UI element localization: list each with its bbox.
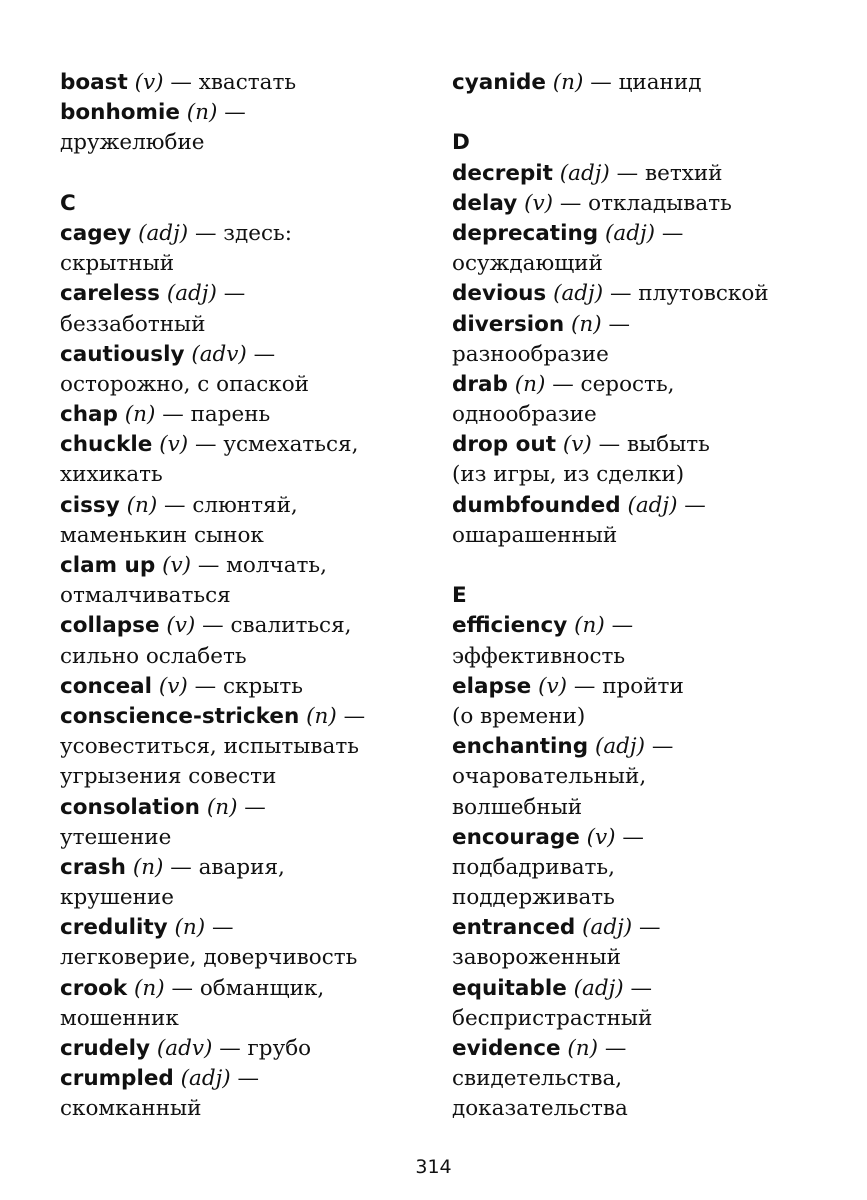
entry-first-line: encourage (v) — (452, 824, 644, 850)
entry-continuation-line (60, 943, 445, 973)
entry-continuation-line (452, 521, 852, 551)
entry-continuation-line (60, 128, 445, 158)
part-of-speech: (v) (158, 673, 188, 699)
entry-continuation-line (60, 521, 445, 551)
translation-text: усовеститься, испытывать (60, 734, 359, 760)
glossary-entry (452, 310, 852, 370)
translation-text: беспристрастный (452, 1005, 653, 1031)
glossary-entry (452, 611, 852, 671)
part-of-speech: (n) (206, 794, 238, 820)
entry-first-line: careless (adj) — (60, 281, 246, 307)
glossary-entry (60, 913, 445, 973)
translation-text: цианид (618, 70, 702, 95)
translation-text: выбыть (626, 432, 710, 458)
part-of-speech: (n) (306, 703, 337, 729)
entry-first-line: cautiously (adv) — (60, 341, 276, 367)
entry-term: delay (452, 190, 518, 216)
translation-text: откладывать (588, 190, 732, 216)
translation-text: свидетельства, (452, 1066, 623, 1092)
glossary-column-left (60, 68, 445, 1125)
translation-text: доказательства (452, 1096, 628, 1122)
glossary-entry (60, 400, 445, 430)
part-of-speech: (adj) (553, 281, 604, 307)
entry-continuation-line (452, 1064, 852, 1094)
entry-term: clam up (60, 553, 156, 578)
translation-text: хихикать (60, 462, 163, 488)
translation-text: очаровательный, (452, 764, 647, 790)
translation-text: слюнтяй, (192, 492, 298, 518)
entry-continuation-line (452, 853, 852, 883)
entry-first-line: consolation (n) — (60, 794, 266, 820)
glossary-entry (60, 98, 445, 158)
glossary-entry (452, 219, 852, 279)
part-of-speech: (v) (159, 432, 189, 458)
entry-first-line: conceal (v) — скрыть (60, 673, 303, 699)
entry-term: crash (60, 854, 126, 880)
translation-text: авария, (198, 854, 285, 880)
translation-text: подбадривать, (452, 854, 615, 880)
entry-first-line: drop out (v) — выбыть (452, 432, 710, 458)
part-of-speech: (n) (134, 975, 165, 1001)
entry-term: elapse (452, 673, 532, 699)
glossary-entry (452, 974, 852, 1034)
entry-continuation-line (452, 460, 852, 490)
entry-first-line: chuckle (v) — усмехаться, (60, 432, 359, 458)
translation-text: осуждающий (452, 251, 603, 277)
part-of-speech: (n) (514, 371, 546, 397)
entry-first-line: devious (adj) — плутовской (452, 281, 769, 307)
glossary-entry (60, 279, 445, 339)
entry-continuation-line (60, 642, 445, 672)
glossary-entry (452, 189, 852, 219)
entry-term: dumbfounded (452, 492, 621, 518)
entry-continuation-line (60, 762, 445, 792)
section-heading-line (452, 581, 852, 611)
part-of-speech: (v) (162, 553, 191, 578)
entry-continuation-line (452, 400, 852, 430)
entry-continuation-line (452, 340, 852, 370)
part-of-speech: (adj) (605, 220, 656, 246)
translation-text: волшебный (452, 794, 583, 820)
entry-term: drab (452, 371, 508, 397)
entry-term: collapse (60, 613, 160, 639)
glossary-entry (452, 672, 852, 732)
glossary-entry (60, 1034, 445, 1064)
blank-line (452, 551, 852, 581)
entry-term: crook (60, 975, 128, 1001)
entry-continuation-line (60, 1094, 445, 1124)
glossary-entry (452, 159, 852, 189)
translation-text: ветхий (645, 160, 723, 186)
part-of-speech: (n) (174, 915, 206, 941)
section-heading-line (452, 128, 852, 158)
entry-continuation-line (452, 1094, 852, 1124)
entry-first-line: credulity (n) — (60, 915, 234, 941)
translation-text: сильно ослабеть (60, 643, 247, 669)
entry-first-line: cagey (adj) — здесь: (60, 220, 292, 246)
part-of-speech: (adj) (138, 220, 189, 246)
part-of-speech: (v) (538, 673, 568, 699)
entry-continuation-line (60, 370, 445, 400)
entry-first-line: deprecating (adj) — (452, 220, 684, 246)
part-of-speech: (adv) (191, 341, 247, 367)
translation-text: плутовской (638, 281, 769, 307)
part-of-speech: (n) (186, 100, 218, 126)
glossary-entry (60, 491, 445, 551)
part-of-speech: (adj) (594, 734, 645, 760)
part-of-speech: (v) (166, 613, 196, 639)
part-of-speech: (n) (132, 854, 164, 880)
entry-continuation-line (60, 1004, 445, 1034)
entry-continuation-line (452, 1004, 852, 1034)
entry-continuation-line (452, 762, 852, 792)
entry-term: consolation (60, 794, 200, 820)
entry-first-line: equitable (adj) — (452, 975, 652, 1001)
entry-first-line: conscience-stricken (n) — (60, 703, 366, 729)
translation-text: хвастать (198, 70, 297, 95)
entry-continuation-line (452, 702, 852, 732)
translation-text: осторожно, с опаской (60, 371, 309, 397)
entry-term: careless (60, 281, 160, 307)
entry-term: crumpled (60, 1066, 174, 1092)
entry-first-line: chap (n) — парень (60, 402, 271, 428)
entry-first-line: bonhomie (n) — (60, 100, 246, 126)
entry-first-line: dumbfounded (adj) — (452, 492, 706, 518)
entry-term: enchanting (452, 734, 589, 760)
entry-continuation-line (452, 943, 852, 973)
entry-first-line: evidence (n) — (452, 1036, 627, 1061)
glossary-entry (60, 793, 445, 853)
part-of-speech: (n) (126, 492, 158, 518)
entry-term: crudely (60, 1036, 151, 1061)
part-of-speech: (n) (552, 70, 584, 95)
glossary-entry (452, 823, 852, 914)
translation-text: молчать, (226, 553, 327, 578)
entry-continuation-line (60, 883, 445, 913)
entry-first-line: decrepit (adj) — ветхий (452, 160, 723, 186)
entry-term: entranced (452, 915, 576, 941)
translation-text: эффективность (452, 643, 626, 669)
translation-text: беззаботный (60, 311, 206, 337)
entry-first-line: efficiency (n) — (452, 613, 634, 639)
entry-term: diversion (452, 311, 565, 337)
entry-continuation-line (60, 732, 445, 762)
part-of-speech: (adj) (573, 975, 624, 1001)
part-of-speech: (v) (562, 432, 592, 458)
glossary-column-right (452, 68, 852, 1125)
entry-first-line: crudely (adv) — грубо (60, 1036, 312, 1061)
part-of-speech: (adv) (156, 1036, 213, 1061)
part-of-speech: (n) (567, 1036, 599, 1061)
translation-text: мошенник (60, 1005, 179, 1031)
glossary-entry (452, 68, 852, 98)
glossary-entry (60, 430, 445, 490)
part-of-speech: (adj) (627, 492, 678, 518)
entry-first-line: crash (n) — авария, (60, 854, 285, 880)
translation-text: грубо (247, 1036, 312, 1061)
glossary-entry (452, 430, 852, 490)
entry-first-line: diversion (n) — (452, 311, 631, 337)
glossary-entry (60, 340, 445, 400)
entry-continuation-line (60, 460, 445, 490)
part-of-speech: (v) (134, 70, 164, 95)
entry-first-line: delay (v) — откладывать (452, 190, 732, 216)
part-of-speech: (v) (524, 190, 553, 216)
entry-term: decrepit (452, 160, 553, 186)
part-of-speech: (n) (574, 613, 605, 639)
entry-continuation-line (452, 793, 852, 823)
entry-term: cautiously (60, 341, 185, 367)
translation-text: скрыть (222, 673, 303, 699)
entry-term: drop out (452, 432, 556, 458)
glossary-entry (452, 1034, 852, 1125)
entry-continuation-line (452, 883, 852, 913)
glossary-entry (452, 913, 852, 973)
blank-line (60, 159, 445, 189)
entry-first-line: collapse (v) — свалиться, (60, 613, 352, 639)
entry-term: chuckle (60, 432, 153, 458)
entry-first-line: drab (n) — серость, (452, 371, 675, 397)
translation-text: обманщик, (199, 975, 325, 1001)
part-of-speech: (adj) (582, 915, 633, 941)
entry-term: cyanide (452, 70, 546, 95)
translation-text: свалиться, (230, 613, 352, 639)
entry-continuation-line (452, 642, 852, 672)
entry-first-line: elapse (v) — пройти (452, 673, 684, 699)
translation-text: (из игры, из сделки) (452, 462, 685, 488)
translation-text: скрытный (60, 251, 175, 277)
entry-term: chap (60, 402, 118, 428)
translation-text: серость, (580, 371, 675, 397)
part-of-speech: (n) (124, 402, 156, 428)
part-of-speech: (adj) (559, 160, 610, 186)
entry-continuation-line (60, 581, 445, 611)
translation-text: скомканный (60, 1096, 202, 1122)
entry-first-line: enchanting (adj) — (452, 734, 674, 760)
entry-term: bonhomie (60, 100, 180, 126)
glossary-entry (60, 672, 445, 702)
glossary-entry (60, 974, 445, 1034)
translation-text: усмехаться, (223, 432, 359, 458)
translation-text: разнообразие (452, 341, 609, 367)
section-letter: C (60, 190, 76, 216)
entry-term: evidence (452, 1036, 561, 1061)
entry-term: boast (60, 70, 128, 95)
glossary-entry (60, 853, 445, 913)
translation-text: угрызения совести (60, 764, 277, 790)
entry-continuation-line (60, 310, 445, 340)
glossary-entry (60, 68, 445, 98)
part-of-speech: (adj) (166, 281, 217, 307)
entry-first-line: crumpled (adj) — (60, 1066, 260, 1092)
translation-text: однообразие (452, 402, 597, 428)
entry-term: equitable (452, 975, 567, 1001)
glossary-entry (60, 219, 445, 279)
translation-text: здесь: (223, 220, 292, 246)
part-of-speech: (v) (586, 824, 616, 850)
entry-term: credulity (60, 915, 168, 941)
entry-continuation-line (60, 249, 445, 279)
glossary-entry (60, 551, 445, 611)
blank-line (452, 98, 852, 128)
translation-text: утешение (60, 824, 172, 850)
translation-text: парень (190, 402, 271, 428)
entry-term: deprecating (452, 220, 599, 246)
entry-term: cissy (60, 492, 120, 518)
glossary-entry (60, 611, 445, 671)
section-heading-line (60, 189, 445, 219)
translation-text: крушение (60, 885, 174, 911)
glossary-entry (452, 279, 852, 309)
entry-term: conscience-stricken (60, 703, 300, 729)
glossary-entry (452, 370, 852, 430)
translation-text: пройти (602, 673, 684, 699)
glossary-entry (60, 702, 445, 793)
page-number: 314 (415, 1156, 452, 1178)
translation-text: завороженный (452, 945, 621, 971)
translation-text: отмалчиваться (60, 583, 231, 609)
glossary-entry (452, 732, 852, 823)
part-of-speech: (adj) (180, 1066, 231, 1092)
translation-text: (о времени) (452, 703, 586, 729)
glossary-entry (60, 1064, 445, 1124)
entry-first-line: cissy (n) — слюнтяй, (60, 492, 298, 518)
translation-text: маменькин сынок (60, 522, 264, 548)
section-letter: E (452, 583, 467, 609)
entry-continuation-line (452, 249, 852, 279)
glossary-entry (452, 491, 852, 551)
entry-first-line: crook (n) — обманщик, (60, 975, 325, 1001)
translation-text: ошарашенный (452, 522, 618, 548)
translation-text: дружелюбие (60, 130, 205, 156)
entry-first-line: cyanide (n) — цианид (452, 70, 702, 95)
translation-text: поддерживать (452, 885, 615, 911)
entry-first-line: entranced (adj) — (452, 915, 661, 941)
entry-term: devious (452, 281, 547, 307)
part-of-speech: (n) (571, 311, 602, 337)
entry-term: cagey (60, 220, 132, 246)
entry-term: encourage (452, 824, 580, 850)
entry-first-line: boast (v) — хвастать (60, 70, 297, 95)
entry-first-line: clam up (v) — молчать, (60, 553, 327, 578)
entry-term: conceal (60, 673, 153, 699)
translation-text: легковерие, доверчивость (60, 945, 358, 971)
entry-term: efficiency (452, 613, 568, 639)
entry-continuation-line (60, 823, 445, 853)
section-letter: D (452, 130, 470, 156)
